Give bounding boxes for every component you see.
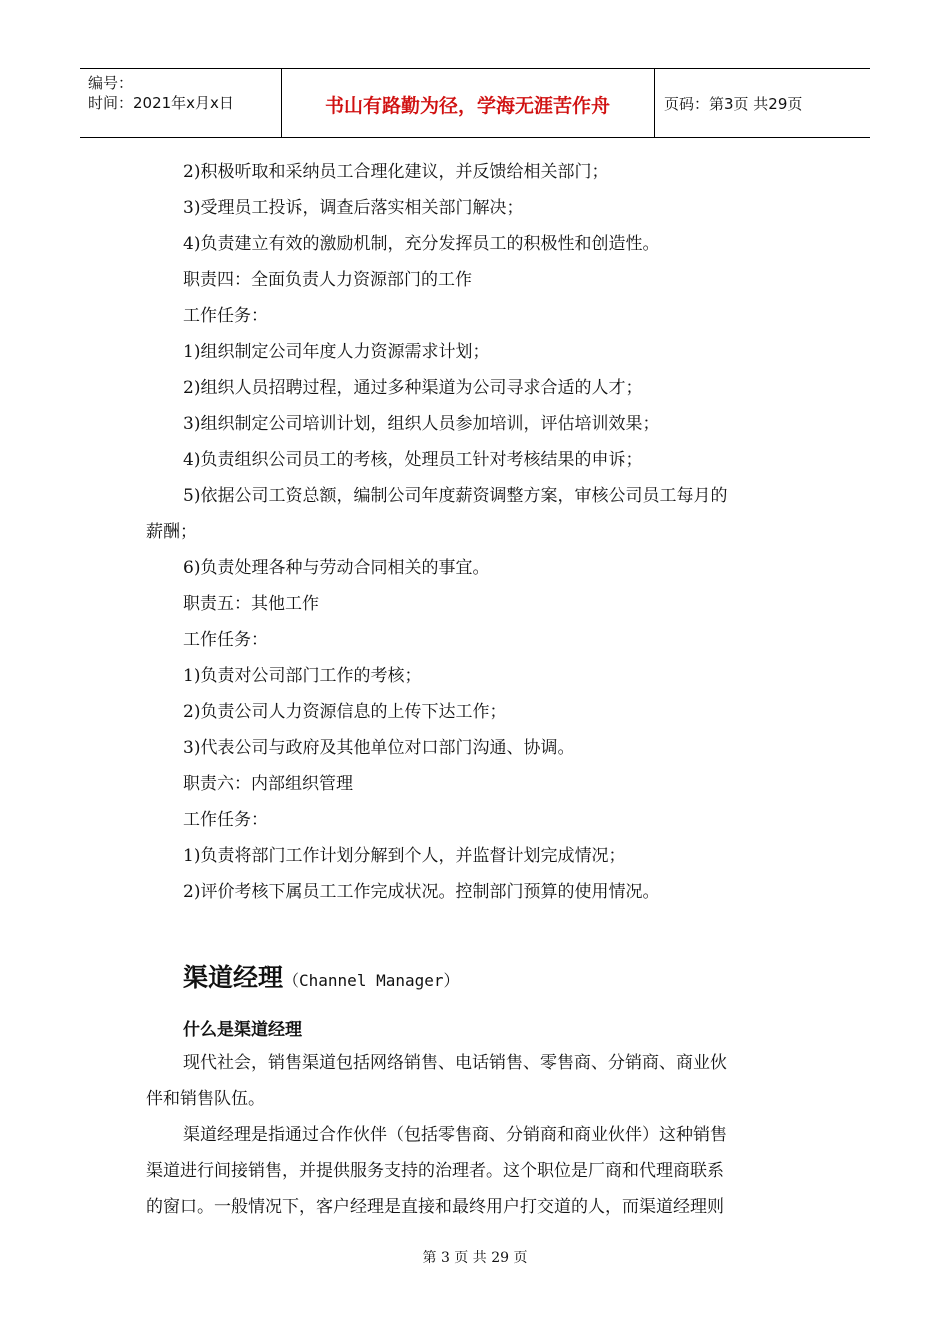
header-motto: 书山有路勤为径，学海无涯苦作舟 <box>324 95 610 117</box>
body-line: 1)负责对公司部门工作的考核； <box>183 666 422 686</box>
body-line: 3)受理员工投诉，调查后落实相关部门解决； <box>183 198 524 218</box>
time-label: 时间：2021年x月x日 <box>88 94 234 112</box>
section-title-en: （Channel Manager） <box>283 971 460 990</box>
paragraph-line: 的窗口。一般情况下，客户经理是直接和最终用户打交道的人，而渠道经理则 <box>146 1197 724 1217</box>
body-line: 6)负责处理各种与劳动合同相关的事宜。 <box>183 558 490 578</box>
page-header <box>80 68 870 138</box>
body-line: 职责五：其他工作 <box>183 594 319 614</box>
body-line: 职责六：内部组织管理 <box>183 774 353 794</box>
body-line: 工作任务： <box>183 810 268 830</box>
paragraph-line: 现代社会，销售渠道包括网络销售、电话销售、零售商、分销商、商业伙 <box>183 1053 727 1073</box>
body-line: 薪酬； <box>146 522 197 542</box>
body-line: 2)积极听取和采纳员工合理化建议，并反馈给相关部门； <box>183 162 609 182</box>
section-subtitle: 什么是渠道经理 <box>183 1020 302 1040</box>
body-line: 1)负责将部门工作计划分解到个人，并监督计划完成情况； <box>183 846 626 866</box>
header-page-info: 页码：第3页 共29页 <box>664 95 803 113</box>
body-line: 4)负责组织公司员工的考核，处理员工针对考核结果的申诉； <box>183 450 643 470</box>
paragraph-line: 伴和销售队伍。 <box>146 1089 265 1109</box>
paragraph-line: 渠道经理是指通过合作伙伴（包括零售商、分销商和商业伙伴）这种销售 <box>183 1125 727 1145</box>
header-left-cell <box>88 73 234 113</box>
body-line: 工作任务： <box>183 306 268 326</box>
body-line: 工作任务： <box>183 630 268 650</box>
body-line: 5)依据公司工资总额，编制公司年度薪资调整方案，审核公司员工每月的 <box>183 486 728 506</box>
body-line: 职责四：全面负责人力资源部门的工作 <box>183 270 472 290</box>
serial-label: 编号： <box>88 74 134 92</box>
header-divider <box>654 69 655 137</box>
body-line: 2)负责公司人力资源信息的上传下达工作； <box>183 702 507 722</box>
page-footer: 第 3 页 共 29 页 <box>422 1250 528 1266</box>
body-line: 3)代表公司与政府及其他单位对口部门沟通、协调。 <box>183 738 575 758</box>
section-title: 渠道经理 <box>183 963 284 992</box>
paragraph-line: 渠道进行间接销售，并提供服务支持的治理者。这个职位是厂商和代理商联系 <box>146 1161 724 1181</box>
body-line: 2)组织人员招聘过程，通过多种渠道为公司寻求合适的人才； <box>183 378 643 398</box>
body-line: 2)评价考核下属员工工作完成状况。控制部门预算的使用情况。 <box>183 882 660 902</box>
body-line: 1)组织制定公司年度人力资源需求计划； <box>183 342 490 362</box>
body-line: 4)负责建立有效的激励机制，充分发挥员工的积极性和创造性。 <box>183 234 660 254</box>
body-line: 3)组织制定公司培训计划，组织人员参加培训，评估培训效果； <box>183 414 660 434</box>
section-heading <box>183 958 460 994</box>
